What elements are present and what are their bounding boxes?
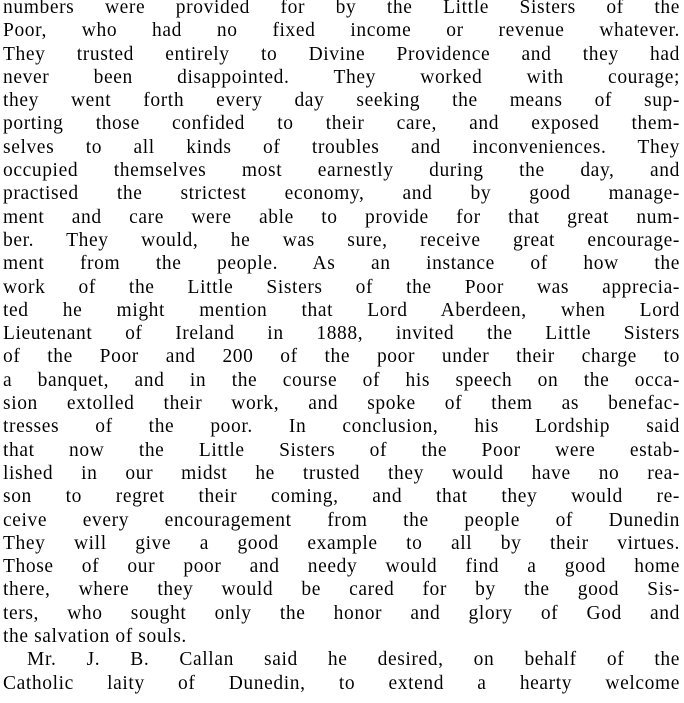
text-line: they went forth every day seeking the means of sup- bbox=[3, 90, 680, 112]
text-line: numbers were provided for by the Little Sisters of the bbox=[3, 0, 680, 18]
text-line: ters, who sought only the honor and glory of God and bbox=[3, 602, 680, 624]
text-line: sion extolled their work, and spoke of them as benefac- bbox=[3, 393, 680, 415]
text-line: son to regret their coming, and that they would re- bbox=[3, 486, 680, 508]
text-line: of the Poor and 200 of the poor under their charge to bbox=[3, 346, 680, 368]
text-line: Poor, who had no fixed income or revenue whatever. bbox=[3, 20, 680, 42]
text-line: They trusted entirely to Divine Providence and they had bbox=[3, 43, 680, 65]
text-line: ment from the people. As an instance of how the bbox=[3, 253, 680, 275]
text-line: work of the Little Sisters of the Poor was apprecia- bbox=[3, 276, 680, 298]
text-line: Lieutenant of Ireland in 1888, invited the Little Sisters bbox=[3, 323, 680, 345]
text-line: tresses of the poor. In conclusion, his Lordship said bbox=[3, 416, 680, 438]
text-line: that now the Little Sisters of the Poor were estab- bbox=[3, 439, 680, 461]
text-line: They will give a good example to all by their virtues. bbox=[3, 532, 680, 554]
text-line: porting those confided to their care, and exposed them- bbox=[3, 113, 680, 135]
text-line: ber. They would, he was sure, receive great encourage- bbox=[3, 229, 680, 251]
text-line: practised the strictest economy, and by good manage- bbox=[3, 183, 680, 205]
text-line: Those of our poor and needy would find a good home bbox=[3, 556, 680, 578]
paragraph-start-line: Mr. J. B. Callan said he desired, on behalf of the bbox=[27, 649, 680, 671]
text-line: ment and care were able to provide for that great num- bbox=[3, 206, 680, 228]
text-line: occupied themselves most earnestly during the day, and bbox=[3, 160, 680, 182]
text-line: there, where they would be cared for by the good Sis- bbox=[3, 579, 680, 601]
text-line: never been disappointed. They worked with courage; bbox=[3, 66, 680, 88]
text-line: Catholic laity of Dunedin, to extend a hearty welcome bbox=[3, 672, 680, 694]
text-line: a banquet, and in the course of his speech on the occa- bbox=[3, 369, 680, 391]
text-line: ted he might mention that Lord Aberdeen, when Lord bbox=[3, 299, 680, 321]
text-line: lished in our midst he trusted they would have no rea- bbox=[3, 462, 680, 484]
text-line: ceive every encouragement from the people of Dunedin bbox=[3, 509, 680, 531]
text-line: the salvation of souls. bbox=[3, 626, 187, 648]
text-line: selves to all kinds of troubles and inconveniences. They bbox=[3, 136, 680, 158]
